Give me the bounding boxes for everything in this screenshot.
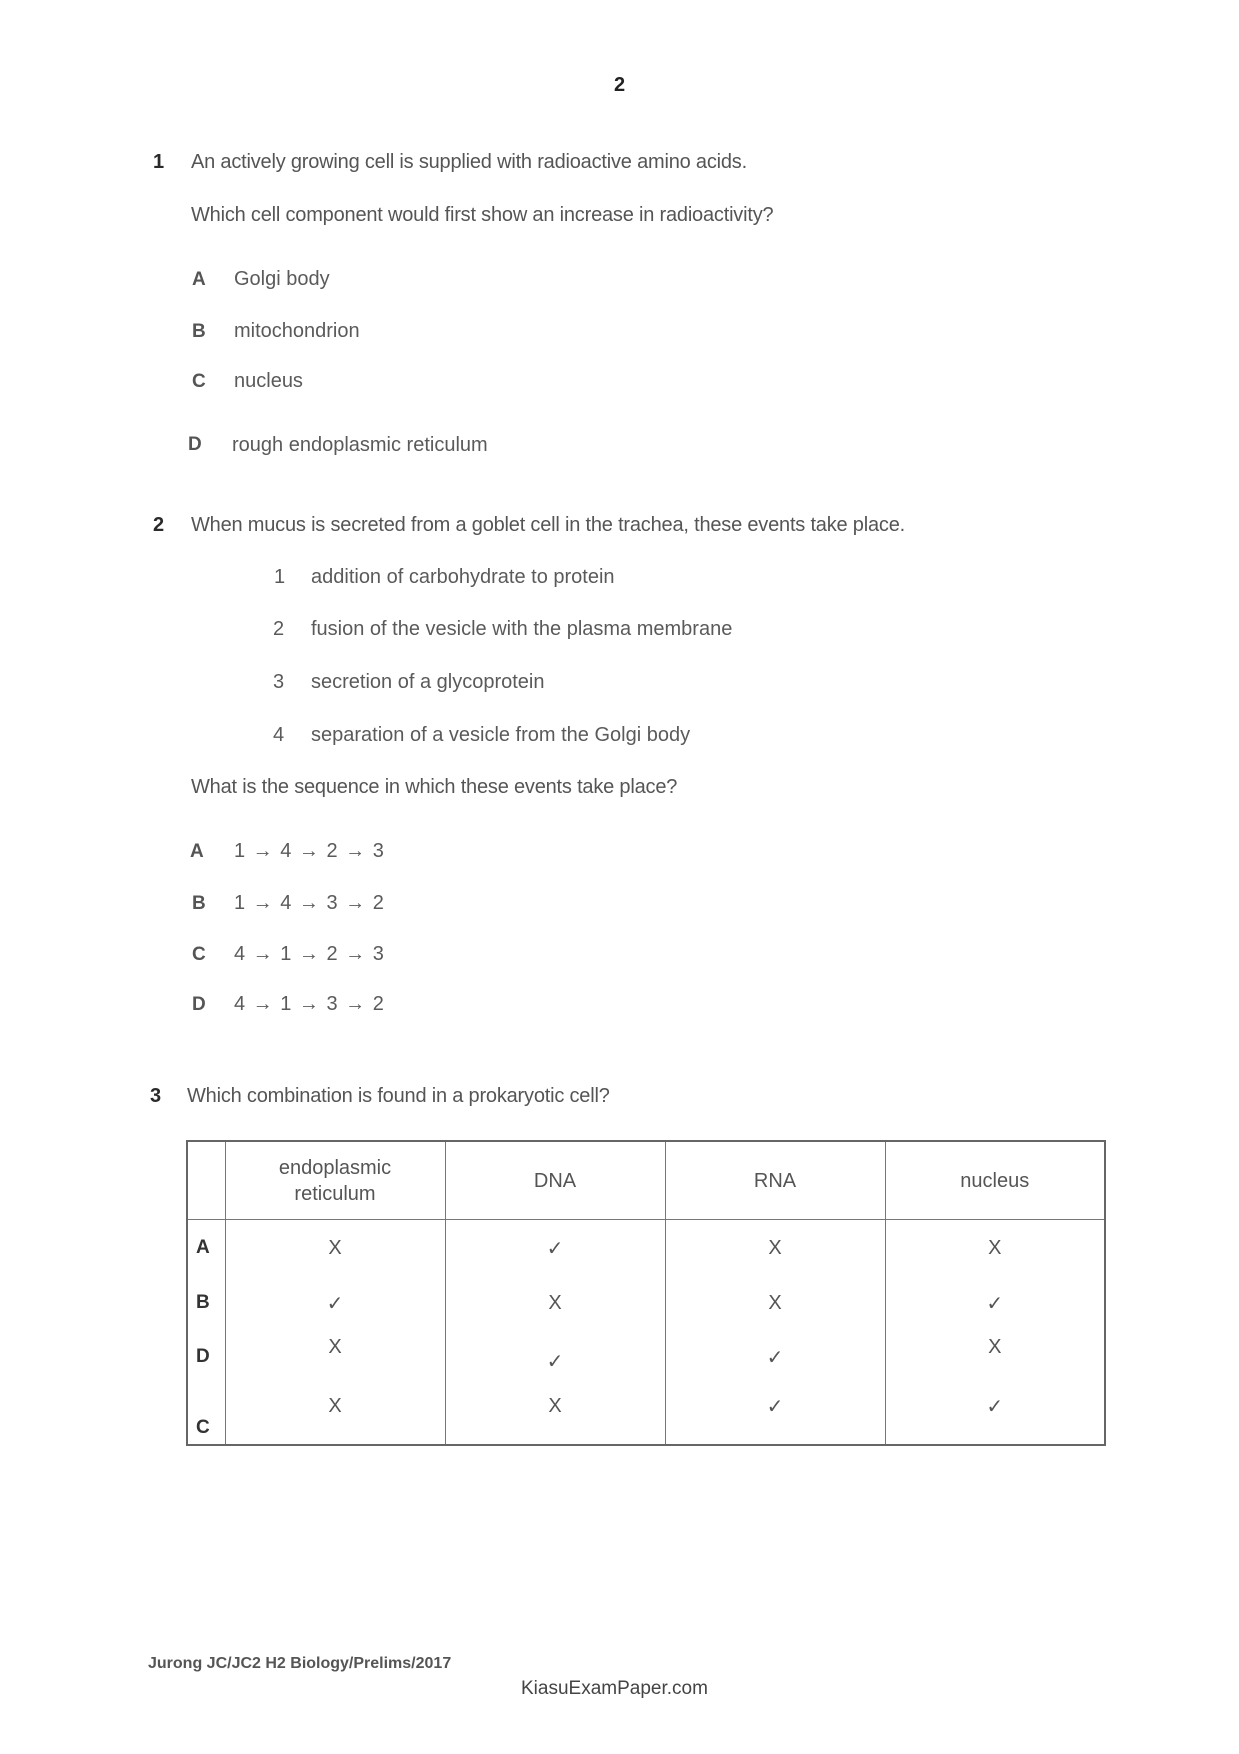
question-number: 1 bbox=[153, 151, 165, 173]
cell-nucleus bbox=[885, 1220, 1105, 1277]
option-sequence: 1 → 4 → 3 → 2 bbox=[234, 892, 384, 914]
mark-icon: ✓ bbox=[766, 1346, 784, 1369]
event-number: 1 bbox=[274, 566, 286, 588]
mark-icon: X bbox=[548, 1394, 562, 1417]
page-number: 2 bbox=[613, 74, 626, 96]
mark-icon: X bbox=[328, 1236, 342, 1259]
row-label: D bbox=[187, 1330, 225, 1384]
cell-endoplasmic-reticulum bbox=[225, 1220, 445, 1277]
cell-rna bbox=[665, 1276, 885, 1330]
mark-icon: X bbox=[768, 1236, 782, 1259]
footer-watermark: KiasuExamPaper.com bbox=[521, 1678, 708, 1699]
event-number: 2 bbox=[273, 618, 285, 640]
table-row[interactable] bbox=[187, 1330, 1105, 1384]
option-letter: B bbox=[192, 893, 206, 914]
header-dna: DNA bbox=[445, 1141, 665, 1220]
option-letter: A bbox=[192, 269, 206, 290]
event-number: 3 bbox=[273, 671, 285, 693]
row-label: A bbox=[187, 1220, 225, 1277]
header-nucleus: nucleus bbox=[885, 1141, 1105, 1220]
cell-endoplasmic-reticulum bbox=[225, 1330, 445, 1384]
option-letter: A bbox=[190, 841, 204, 862]
footer-source: Jurong JC/JC2 H2 Biology/Prelims/2017 bbox=[148, 1655, 452, 1672]
cell-dna bbox=[445, 1330, 665, 1384]
combination-table bbox=[186, 1140, 1106, 1446]
option-text: Golgi body bbox=[234, 268, 330, 290]
cell-endoplasmic-reticulum bbox=[225, 1384, 445, 1445]
mark-icon: X bbox=[988, 1236, 1002, 1259]
event-text: fusion of the vesicle with the plasma membrane bbox=[311, 618, 733, 640]
question-prompt: Which cell component would first show an increase in radioactivity? bbox=[191, 204, 774, 226]
option-text: mitochondrion bbox=[234, 320, 360, 342]
mark-icon: X bbox=[988, 1335, 1002, 1358]
mark-icon: ✓ bbox=[766, 1395, 784, 1418]
event-text: addition of carbohydrate to protein bbox=[311, 566, 615, 588]
cell-rna bbox=[665, 1220, 885, 1277]
cell-dna bbox=[445, 1220, 665, 1277]
mark-icon: ✓ bbox=[986, 1292, 1004, 1315]
question-stem: Which combination is found in a prokaryotic cell? bbox=[187, 1085, 610, 1107]
header-line: reticulum bbox=[294, 1182, 376, 1205]
table-header-row bbox=[187, 1141, 1105, 1220]
table-row[interactable] bbox=[187, 1220, 1105, 1277]
option-sequence: 4 → 1 → 2 → 3 bbox=[234, 943, 384, 965]
mark-icon: ✓ bbox=[546, 1237, 564, 1260]
event-text: separation of a vesicle from the Golgi body bbox=[311, 724, 691, 746]
row-label bbox=[187, 1384, 225, 1445]
mark-icon: X bbox=[328, 1335, 342, 1358]
mark-icon: ✓ bbox=[326, 1292, 344, 1315]
event-number: 4 bbox=[273, 724, 285, 746]
row-label-text: C bbox=[196, 1417, 210, 1438]
cell-nucleus bbox=[885, 1330, 1105, 1384]
mark-icon: X bbox=[548, 1291, 562, 1314]
header-corner bbox=[187, 1141, 225, 1220]
header-line: endoplasmic bbox=[278, 1156, 392, 1179]
option-sequence: 4 → 1 → 3 → 2 bbox=[234, 993, 384, 1015]
cell-rna bbox=[665, 1384, 885, 1445]
question-stem: When mucus is secreted from a goblet cell in the trachea, these events take place. bbox=[191, 514, 905, 536]
cell-dna bbox=[445, 1276, 665, 1330]
option-letter: D bbox=[188, 434, 202, 455]
question-number: 2 bbox=[153, 514, 165, 536]
header-rna: RNA bbox=[665, 1141, 885, 1220]
cell-endoplasmic-reticulum bbox=[225, 1276, 445, 1330]
option-letter: C bbox=[192, 944, 206, 965]
table-row[interactable] bbox=[187, 1276, 1105, 1330]
option-letter: D bbox=[192, 994, 206, 1015]
cell-dna bbox=[445, 1384, 665, 1445]
question-prompt: What is the sequence in which these events take place? bbox=[191, 776, 678, 798]
mark-icon: ✓ bbox=[986, 1395, 1004, 1418]
option-sequence: 1 → 4 → 2 → 3 bbox=[234, 840, 384, 862]
mark-icon: X bbox=[328, 1394, 342, 1417]
mark-icon: X bbox=[768, 1291, 782, 1314]
option-letter: C bbox=[192, 371, 206, 392]
question-stem: An actively growing cell is supplied with radioactive amino acids. bbox=[191, 151, 747, 173]
header-endoplasmic-reticulum bbox=[225, 1141, 445, 1220]
cell-nucleus bbox=[885, 1276, 1105, 1330]
cell-nucleus bbox=[885, 1384, 1105, 1445]
option-text: rough endoplasmic reticulum bbox=[232, 434, 488, 456]
table-row[interactable] bbox=[187, 1384, 1105, 1445]
row-label: B bbox=[187, 1276, 225, 1330]
cell-rna bbox=[665, 1330, 885, 1384]
mark-icon: ✓ bbox=[546, 1350, 564, 1373]
option-letter: B bbox=[192, 321, 206, 342]
option-text: nucleus bbox=[234, 370, 303, 392]
event-text: secretion of a glycoprotein bbox=[311, 671, 545, 693]
question-number: 3 bbox=[150, 1085, 162, 1107]
